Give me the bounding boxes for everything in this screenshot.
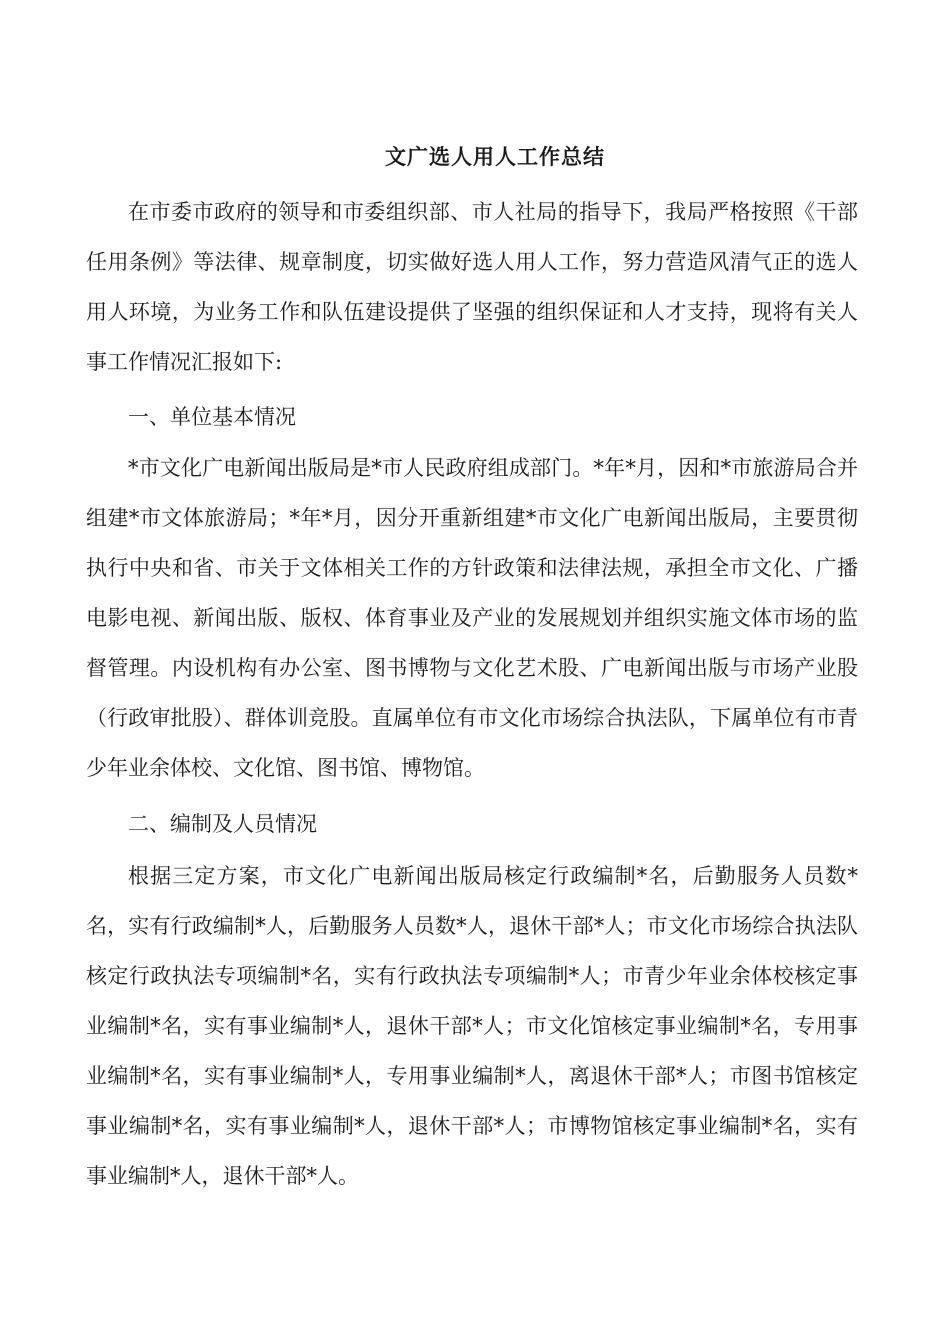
- section-body-basic-info: *市文化广电新闻出版局是*市人民政府组成部门。*年*月，因和*市旅游局合并组建*市文体旅游局；*年*月，因分开重新组建*市文化广电新闻出版局，主要贯彻执行中央和省、市关于文体相关工作的方针政策和法律法规，承担全市文化、广播电影电视、新闻出版、版权、体育事业及产业的发展规划并组织实施文体市场的监督管理。内设机构有办公室、图书博物与文化艺术股、广电新闻出版与市场产业股（行政审批股）、群体训竞股。直属单位有市文化市场综合执法队，下属单位有市青少年业余体校、文化馆、图书馆、博物馆。: [86, 456, 858, 780]
- section-body-staffing: 根据三定方案，市文化广电新闻出版局核定行政编制*名，后勤服务人员数*名，实有行政编制*人，后勤服务人员数*人，退休干部*人；市文化市场综合执法队核定行政执法专项编制*名，实有行政执法专项编制*人；市青少年业余体校核定事业编制*名，实有事业编制*人，退休干部*人；市文化馆核定事业编制*名，专用事业编制*名，实有事业编制*人，专用事业编制*人，离退休干部*人；市图书馆核定事业编制*名，实有事业编制*人，退休干部*人；市博物馆核定事业编制*名，实有事业编制*人，退休干部*人。: [86, 864, 858, 1188]
- section-heading-staffing: 二、编制及人员情况: [128, 812, 317, 836]
- document-title: 文广选人用人工作总结: [385, 144, 605, 169]
- section-heading-basic-info: 一、单位基本情况: [128, 405, 296, 429]
- intro-paragraph: 在市委市政府的领导和市委组织部、市人社局的指导下，我局严格按照《干部任用条例》等法律、规章制度，切实做好选人用人工作，努力营造风清气正的选人用人环境，为业务工作和队伍建设提供了坚强的组织保证和人才支持，现将有关人事工作情况汇报如下:: [86, 200, 858, 374]
